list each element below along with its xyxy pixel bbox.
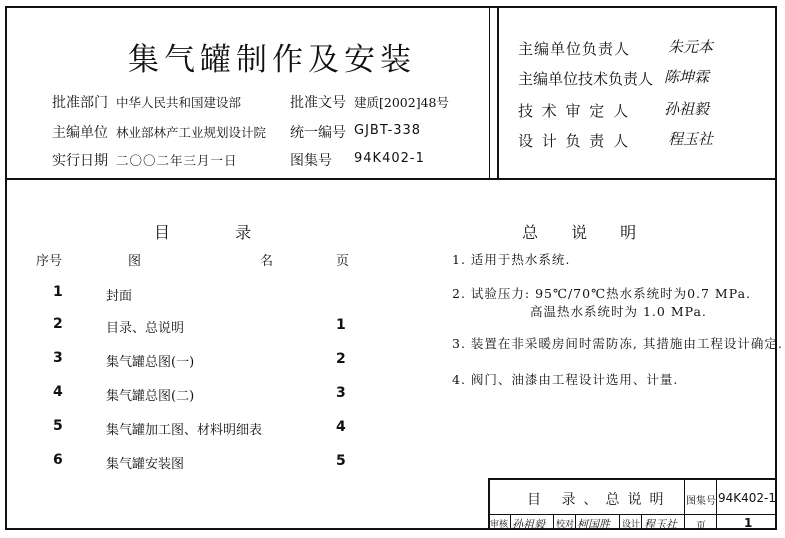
title-block-page-label: 页 <box>696 521 706 532</box>
note-item: 3. 装置在非采暖房间时需防冻, 其措施由工程设计确定. <box>452 336 783 351</box>
toc-col-no: 序号 <box>36 254 63 269</box>
signature-role: 主编单位负责人 <box>518 40 631 58</box>
toc-item-no: 4 <box>53 384 63 400</box>
toc-item-page: 3 <box>336 385 346 401</box>
title-block-review-sig: 孙祖毅 <box>512 518 545 531</box>
title-block-rule <box>553 514 554 530</box>
title-block-check-label: 校对 <box>556 520 575 530</box>
note-item: 高温热水系统时为 1.0 MPa. <box>530 304 707 319</box>
drawing-frame <box>5 6 777 530</box>
title-block-atlas-label: 图集号 <box>686 496 716 507</box>
signature-name: 程玉社 <box>668 130 714 148</box>
unified-no-label: 统一编号 <box>290 125 346 141</box>
toc-item-name: 集气罐安装图 <box>106 457 185 472</box>
signature-role: 主编单位技术负责人 <box>518 70 654 88</box>
atlas-no-label: 图集号 <box>290 153 332 169</box>
editor-unit-value: 林业部林产工业规划设计院 <box>116 125 267 140</box>
title-block-rule <box>716 478 717 530</box>
toc-item-name: 集气罐总图(一) <box>106 355 195 370</box>
title-block-rule <box>619 514 620 530</box>
toc-col-name: 图 <box>128 254 142 269</box>
signature-name: 孙祖毅 <box>664 100 710 118</box>
signature-name: 朱元本 <box>668 38 714 56</box>
effective-date-label: 实行日期 <box>52 153 108 169</box>
title-block-review-label: 审核 <box>490 520 509 530</box>
signature-role: 技 术 审 定 人 <box>518 102 631 120</box>
title-block-name: 目 录、总说明 <box>527 492 672 508</box>
toc-item-name: 目录、总说明 <box>106 321 185 336</box>
toc-item-name: 集气罐加工图、材料明细表 <box>106 423 263 438</box>
approval-no-value: 建质[2002]48号 <box>354 95 449 110</box>
header-divider <box>497 7 499 179</box>
approval-no-label: 批准文号 <box>290 95 346 111</box>
toc-col-name: 名 <box>260 254 274 269</box>
toc-item-name: 封面 <box>106 289 133 304</box>
title-block-rule <box>641 514 642 530</box>
title-block-rule <box>684 478 685 530</box>
toc-item-page: 2 <box>336 351 346 367</box>
toc-item-no: 6 <box>53 452 63 468</box>
title-block-check-sig: 柯国胜 <box>577 518 610 531</box>
toc-col-page: 页 <box>336 254 350 269</box>
title-block-design-sig: 程玉社 <box>644 518 677 531</box>
title-block-page-no: 1 <box>744 516 754 530</box>
signature-role: 设 计 负 责 人 <box>518 132 631 150</box>
title-block-rule <box>510 514 511 530</box>
signature-name: 陈坤霖 <box>664 68 710 86</box>
editor-unit-label: 主编单位 <box>52 125 108 141</box>
toc-item-no: 1 <box>53 284 63 300</box>
atlas-no-value: 94K402-1 <box>354 151 425 166</box>
note-item: 1. 适用于热水系统. <box>452 252 571 267</box>
header-divider-inner <box>489 7 490 179</box>
approval-dept-label: 批准部门 <box>52 95 108 111</box>
title-block-rule <box>488 514 777 515</box>
toc-item-no: 3 <box>53 350 63 366</box>
document-title: 集气罐制作及安装 <box>128 42 416 78</box>
note-item: 2. 试验压力: 95℃/70℃热水系统时为0.7 MPa. <box>452 286 752 301</box>
toc-heading: 目 录 <box>154 223 282 242</box>
note-item: 4. 阀门、油漆由工程设计选用、计量. <box>452 372 679 387</box>
approval-dept-value: 中华人民共和国建设部 <box>116 95 242 110</box>
title-block-atlas-no: 94K402-1 <box>718 491 777 505</box>
title-block-design-label: 设计 <box>622 520 641 530</box>
title-block-rule <box>575 514 576 530</box>
effective-date-value: 二〇〇二年三月一日 <box>116 153 238 168</box>
notes-heading: 总 说 明 <box>522 223 651 242</box>
toc-item-no: 5 <box>53 418 63 434</box>
toc-item-name: 集气罐总图(二) <box>106 389 195 404</box>
header-bottom-rule <box>6 178 776 180</box>
toc-item-page: 4 <box>336 419 346 435</box>
toc-item-page: 1 <box>336 317 346 333</box>
unified-no-value: GJBT-338 <box>354 123 422 138</box>
toc-item-no: 2 <box>53 316 63 332</box>
toc-item-page: 5 <box>336 453 346 469</box>
